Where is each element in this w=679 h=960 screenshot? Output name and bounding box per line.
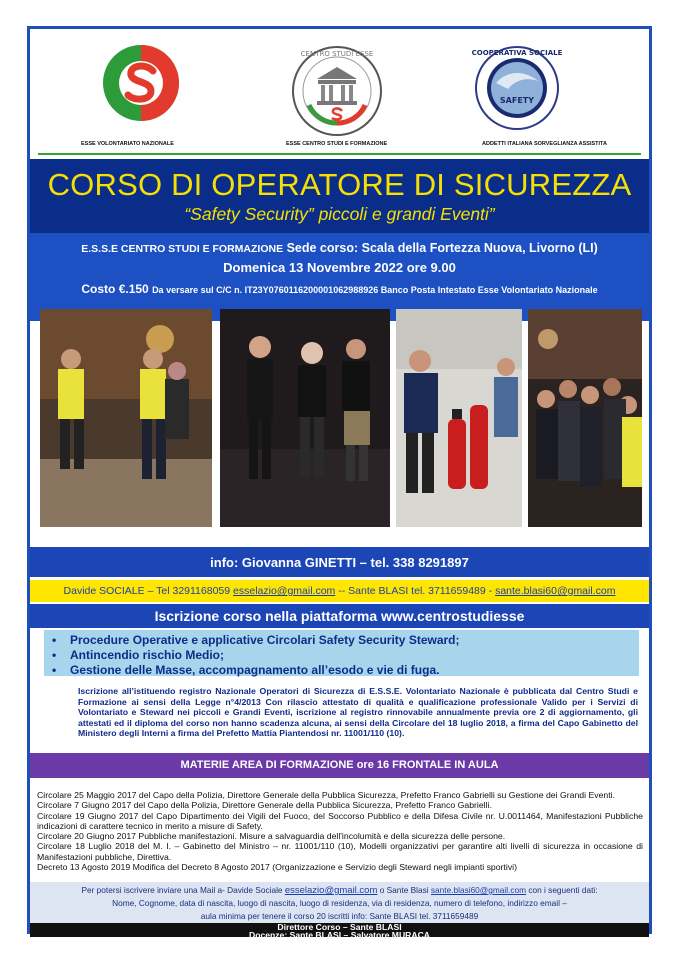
svg-text:SAFETY: SAFETY <box>499 96 535 105</box>
circolare-item: Circolare 20 Giugno 2017 Pubbliche manifestazioni. Misure a salvaguardia dell'incolumità e della sicurezza delle persone. <box>37 831 506 842</box>
circolare-item: Circolare 19 Giugno 2017 del Capo Dipartimento dei Vigili del Fuoco, del Soccorso Pubblico e della Difesa Civile nr. U.0011464, Manifestazioni Pubbliche indicazioni di carattere tecnico in merito a misure di Safety. <box>37 810 643 831</box>
email-link-sante[interactable]: sante.blasi60@gmail.com <box>495 585 616 597</box>
course-date: Domenica 13 Novembre 2022 ore 9.00 <box>223 260 456 275</box>
materie-heading: MATERIE AREA DI FORMAZIONE ore 16 FRONTALE IN AULA <box>180 759 499 771</box>
enrollment-text-a: Per potersi iscrivere inviare una Mail a- Davide Sociale <box>81 885 283 895</box>
svg-text:CENTRO STUDI ESSE: CENTRO STUDI ESSE <box>300 50 374 58</box>
course-info-band <box>30 233 649 321</box>
course-location-line <box>30 241 649 255</box>
cooperativa-sociale-safety-logo <box>472 43 562 133</box>
list-item: • Procedure Operative e applicative Circolari Safety Security Steward; <box>52 633 460 647</box>
email-link-esselazio[interactable]: esselazio@gmail.com <box>233 585 336 597</box>
materie-band <box>30 753 649 778</box>
photo-training-room <box>220 309 390 527</box>
circolari-list <box>37 790 643 872</box>
info-contact: info: Giovanna GINETTI – tel. 338 8291897 <box>210 555 469 570</box>
direction-band <box>30 922 649 940</box>
photo-night-stewards <box>40 309 212 527</box>
logo-caption-3: ADDETTI ITALIANA SORVEGLIANZA ASSISTITA <box>482 141 607 147</box>
circolare-item: Decreto 13 Agosto 2019 Modifica del Decreto 8 Agosto 2017 (Organizzazione e Servizio degli Steward negli impianti sportivi) <box>37 862 518 873</box>
contact-davide: Davide SOCIALE – Tel 3291168059 <box>63 585 231 597</box>
circolare-item: Circolare 25 Maggio 2017 del Capo della Polizia, Direttore Generale della Pubblica Sicurezza, Prefetto Franco Gabrielli su Gestione dei Grandi Eventi. <box>37 790 616 800</box>
footer-email-sante[interactable]: sante.blasi60@gmail.com <box>430 885 527 895</box>
registration-text: Iscrizione corso nella piattaforma www.centrostudiesse <box>154 608 525 624</box>
registration-band <box>30 604 649 628</box>
list-item: • Gestione delle Masse, accompagnamento all’esodo e vie di fuga. <box>52 663 440 677</box>
photo-fire-extinguisher <box>396 309 522 527</box>
secondary-contacts-band <box>30 580 649 602</box>
photo-strip <box>40 309 642 527</box>
organizer-name: E.S.S.E CENTRO STUDI E FORMAZIONE <box>81 243 284 255</box>
payment-details: Da versare sul C/C n. IT23Y0760116200001062988926 Banco Posta Intestato Esse Volontariato Nazionale <box>152 285 598 295</box>
logo-caption-1: ESSE VOLONTARIATO NAZIONALE <box>81 141 174 147</box>
topics-list <box>44 630 639 676</box>
list-item: • Antincendio rischio Medio; <box>52 648 225 662</box>
green-divider <box>38 153 641 155</box>
enrollment-instructions <box>30 882 649 926</box>
centro-studi-esse-logo <box>287 43 387 139</box>
footer-email-esselazio[interactable]: esselazio@gmail.com <box>284 885 378 896</box>
course-venue: Sede corso: Scala della Fortezza Nuova, Livorno (LI) <box>286 241 598 255</box>
course-director: Direttore Corso – Sante BLASI <box>277 922 402 932</box>
page-title: CORSO DI OPERATORE DI SICUREZZA <box>47 167 632 202</box>
contact-sante: Sante BLASI tel. 3711659489 - <box>348 585 493 597</box>
enrollment-line-3: aula minima per tenere il corso 20 iscritti info: Sante BLASI tel. 3711659489 <box>200 911 479 921</box>
registry-paragraph: Iscrizione all’istituendo registro Nazionale Operatori di Sicurezza di E.S.S.E. Volontariato Nazionale è pubblicata dal Centro Studi e Formazione ai sensi della Legge n°4/2013 Con rilascio attestato di qualità e qualificazione professionale Valido per i Servizi di Volontariato e Steward nei piccoli e Grandi Eventi, iscrizione al registro rinnovabile annualmente previa ore 2 di aggiornamento, gli attestati ed il diploma del corso non hanno scadenza alcuna, ai sensi della Circolare del 18 luglio 2018, a firma del Capo Gabinetto del Ministero degli Interni a firma del Prefetto Mattia Piantendosi nr. 11001/110 (10). <box>78 686 638 739</box>
contact-separator: -- <box>338 585 346 597</box>
enrollment-text-b: o Sante Blasi <box>379 885 429 895</box>
course-teachers: Docenze: Sante BLASI – Salvatore MURACA <box>249 930 430 940</box>
circolare-item: Circolare 7 Giugno 2017 del Capo della Polizia, Direttore Generale della Pubblica Sicurezza, Prefetto Franco Gabrielli. <box>37 800 492 811</box>
enrollment-line-2: Nome, Cognome, data di nascita, luogo di nascita, luogo di residenza, via di residenza, numero di telefono, indirizzo email – <box>112 898 567 908</box>
logo-caption-2: ESSE CENTRO STUDI E FORMAZIONE <box>286 141 388 147</box>
poster-frame <box>27 26 652 940</box>
logos-row <box>30 29 649 153</box>
contact-band <box>30 547 649 577</box>
course-cost: Costo €.150 <box>81 282 149 296</box>
enrollment-line-1 <box>30 885 649 896</box>
photo-crowd <box>528 309 642 527</box>
circolare-item: Circolare 18 Luglio 2018 del M. I. – Gabinetto del Ministro – nr. 11001/110 (10), Modelli organizzativi per garantire alti livelli di sicurezza in occasione di Manifestazioni pubbliche, Direttiva. <box>37 841 643 862</box>
svg-text:COOPERATIVA SOCIALE: COOPERATIVA SOCIALE <box>472 49 562 57</box>
enrollment-text-c: con i seguenti dati: <box>528 885 598 895</box>
esse-volontariato-logo <box>101 43 181 123</box>
title-band <box>30 159 649 233</box>
secondary-contacts <box>30 585 649 597</box>
course-cost-line <box>30 282 649 296</box>
page-subtitle: “Safety Security” piccoli e grandi Eventi” <box>184 204 495 224</box>
